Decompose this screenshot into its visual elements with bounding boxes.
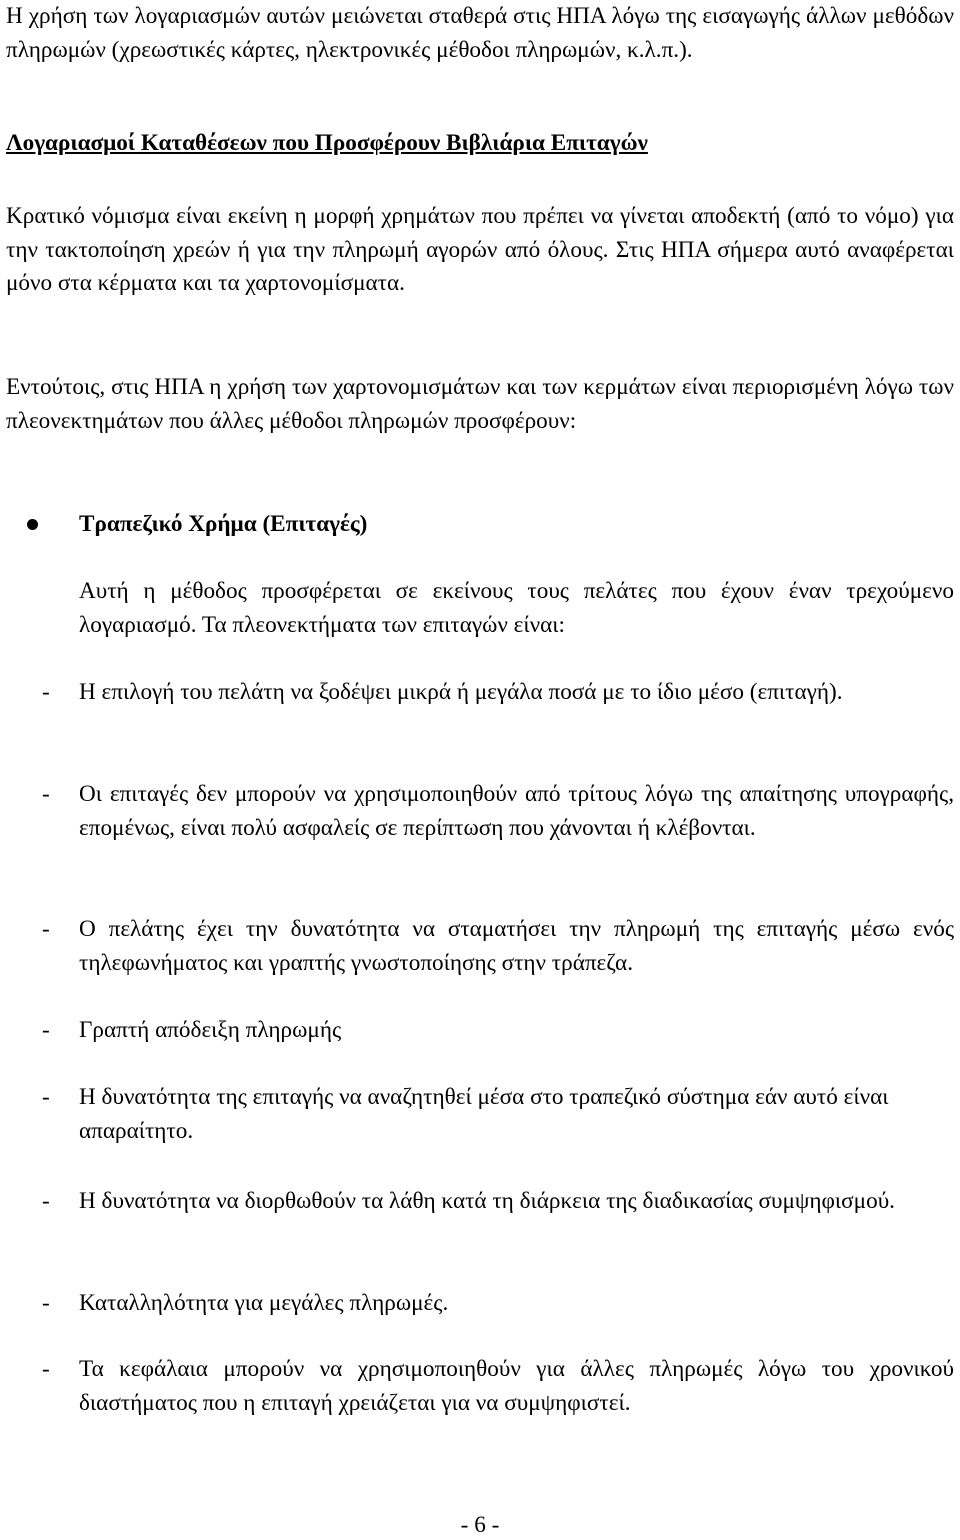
- bullet-item: [0, 508, 960, 542]
- bullet-icon: [27, 519, 38, 530]
- dash-marker: -: [42, 781, 50, 807]
- advantage-text: Η δυνατότητα της επιταγής να αναζητηθεί μέσα στο τραπεζικό σύστημα εάν αυτό είναι απαραίτητο.: [79, 1084, 889, 1144]
- paragraph-limited-use: Εντούτοις, στις ΗΠΑ η χρήση των χαρτονομισμάτων και των κερμάτων είναι περιορισμένη λόγω των πλεονεκτημάτων που άλλες μέθοδοι πληρωμών προσφέρουν:: [6, 374, 954, 434]
- intro-paragraph: Η χρήση των λογαριασμών αυτών μειώνεται σταθερά στις ΗΠΑ λόγω της εισαγωγής άλλων μεθόδων πληρωμών (χρεωστικές κάρτες, ηλεκτρονικές μέθοδοι πληρωμών, κ.λ.π.).: [6, 3, 954, 63]
- dash-marker: -: [42, 1290, 50, 1316]
- advantage-text: Γραπτή απόδειξη πληρωμής: [79, 1017, 342, 1043]
- bullet-title: Τραπεζικό Χρήμα (Επιταγές): [79, 511, 368, 537]
- advantage-text: Ο πελάτης έχει την δυνατότητα να σταματήσει την πληρωμή της επιταγής μέσω ενός τηλεφωνήματος και γραπτής γνωστοποίησης στην τράπεζα.: [79, 916, 954, 976]
- dash-marker: -: [42, 1356, 50, 1382]
- dash-marker: -: [42, 679, 50, 705]
- advantage-text: Η δυνατότητα να διορθωθούν τα λάθη κατά τη διάρκεια της διαδικασίας συμψηφισμού.: [79, 1188, 895, 1214]
- advantage-text: Τα κεφάλαια μπορούν να χρησιμοποιηθούν για άλλες πληρωμές λόγω του χρονικού διαστήματος που η επιταγή χρειάζεται για να συμψηφιστεί.: [79, 1356, 954, 1416]
- section-heading: Λογαριασμοί Καταθέσεων που Προσφέρουν Βιβλιάρια Επιταγών: [6, 130, 648, 156]
- dash-marker: -: [42, 1188, 50, 1214]
- advantage-text: Καταλληλότητα για μεγάλες πληρωμές.: [79, 1290, 449, 1316]
- bullet-paragraph: Αυτή η μέθοδος προσφέρεται σε εκείνους τους πελάτες που έχουν έναν τρεχούμενο λογαριασμό. Τα πλεονεκτήματα των επιταγών είναι:: [79, 578, 954, 638]
- dash-marker: -: [42, 1084, 50, 1110]
- page-number: - 6 -: [460, 1512, 500, 1538]
- advantage-text: Οι επιταγές δεν μπορούν να χρησιμοποιηθούν από τρίτους λόγω της απαίτησης υπογραφής, επομένως, είναι πολύ ασφαλείς σε περίπτωση που χάνονται ή κλέβονται.: [79, 781, 954, 841]
- dash-marker: -: [42, 1017, 50, 1043]
- dash-marker: -: [42, 916, 50, 942]
- paragraph-legal-tender: Κρατικό νόμισμα είναι εκείνη η μορφή χρημάτων που πρέπει να γίνεται αποδεκτή (από το νόμο) για την τακτοποίηση χρεών ή για την πληρωμή αγορών από όλους. Στις ΗΠΑ σήμερα αυτό αναφέρεται μόνο στα κέρματα και τα χαρτονομίσματα.: [6, 203, 954, 296]
- advantage-text: Η επιλογή του πελάτη να ξοδέψει μικρά ή μεγάλα ποσά με το ίδιο μέσο (επιταγή).: [79, 679, 843, 705]
